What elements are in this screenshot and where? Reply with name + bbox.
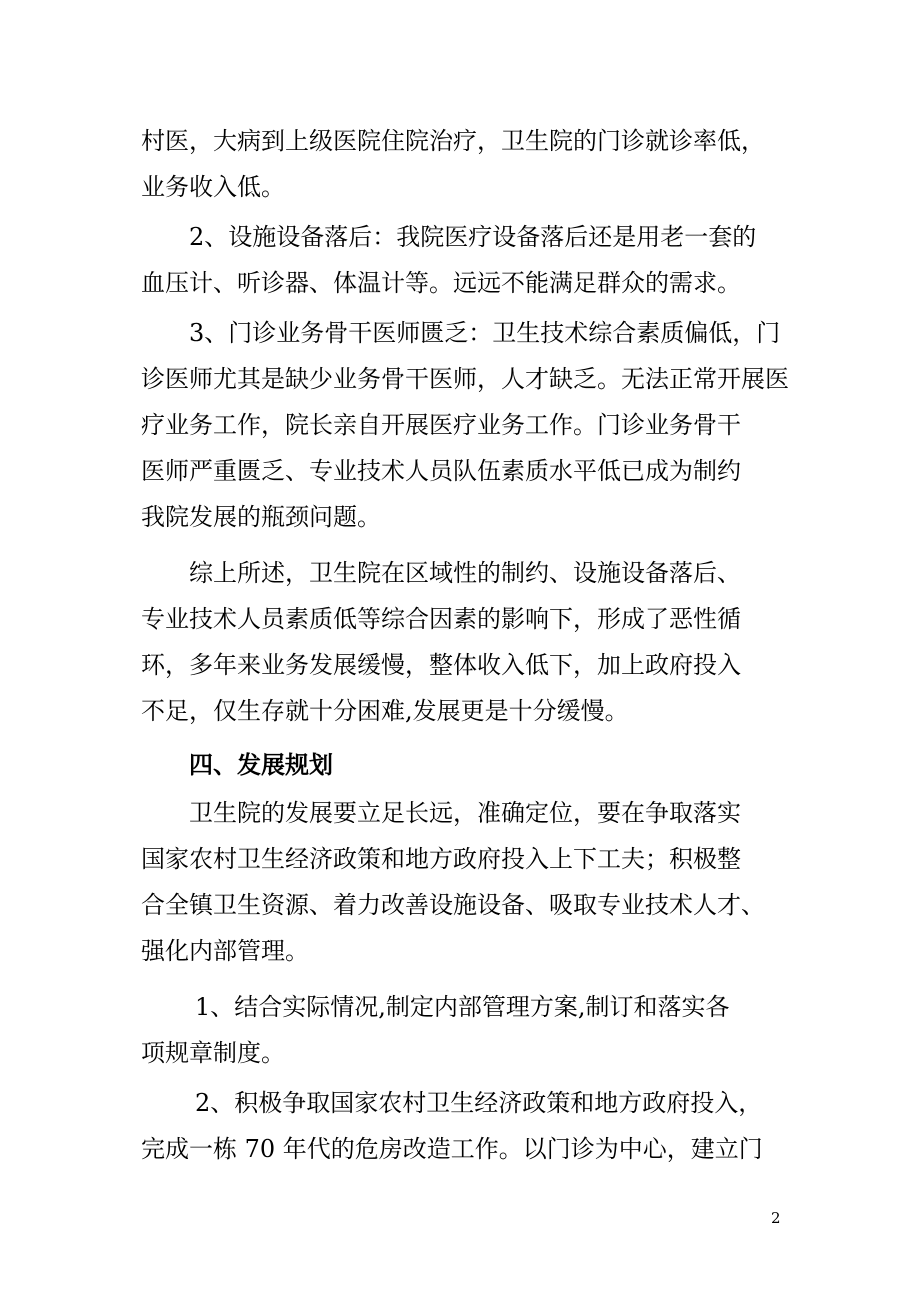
text-line: 合全镇卫生资源、着力改善设施设备、吸取专业技术人才、 xyxy=(141,891,765,919)
text-line: 完成一栋 70 年代的危房改造工作。以门诊为中心，建立门 xyxy=(141,1135,763,1163)
paragraph-item-2 xyxy=(141,1080,763,1172)
heading-text: 四、发展规划 xyxy=(189,750,333,779)
text-line: 我院发展的瓶颈问题。 xyxy=(141,503,381,531)
text-line: 专业技术人员素质低等综合因素的影响下，形成了恶性循 xyxy=(141,605,741,633)
text-line: 国家农村卫生经济政策和地方政府投入上下工夫；积极整 xyxy=(141,845,741,873)
text-line: 强化内部管理。 xyxy=(141,937,309,965)
text-line: 血压计、听诊器、体温计等。远远不能满足群众的需求。 xyxy=(141,269,741,297)
text-line: 2、积极争取国家农村卫生经济政策和地方政府投入， xyxy=(195,1089,763,1117)
text-line: 诊医师尤其是缺少业务骨干医师，人才缺乏。无法正常开展医 xyxy=(141,365,789,393)
paragraph-item-1 xyxy=(141,984,730,1076)
text-line: 1、结合实际情况,制定内部管理方案,制订和落实各 xyxy=(195,993,730,1021)
paragraph-facilities xyxy=(141,214,756,306)
text-line: 3、门诊业务骨干医师匮乏：卫生技术综合素质偏低，门 xyxy=(189,319,781,347)
text-line: 村医，大病到上级医院住院治疗，卫生院的门诊就诊率低， xyxy=(141,127,765,155)
text-line: 疗业务工作，院长亲自开展医疗业务工作。门诊业务骨干 xyxy=(141,411,741,439)
paragraph-summary xyxy=(141,550,741,734)
paragraph-development xyxy=(141,790,765,974)
paragraph-continuation xyxy=(141,118,765,210)
text-line: 2、设施设备落后：我院医疗设备落后还是用老一套的 xyxy=(189,223,757,251)
page-number: 2 xyxy=(771,1209,781,1227)
text-line: 环，多年来业务发展缓慢，整体收入低下，加上政府投入 xyxy=(141,651,741,679)
text-line: 不足，仅生存就十分困难,发展更是十分缓慢。 xyxy=(141,697,629,725)
text-line: 综上所述，卫生院在区域性的制约、设施设备落后、 xyxy=(189,559,741,587)
text-line: 卫生院的发展要立足长远，准确定位，要在争取落实 xyxy=(189,799,741,827)
paragraph-doctors xyxy=(141,310,789,540)
text-line: 项规章制度。 xyxy=(141,1039,285,1067)
text-line: 医师严重匮乏、专业技术人员队伍素质水平低已成为制约 xyxy=(141,457,741,485)
section-heading xyxy=(141,742,333,788)
text-line: 业务收入低。 xyxy=(141,173,285,201)
